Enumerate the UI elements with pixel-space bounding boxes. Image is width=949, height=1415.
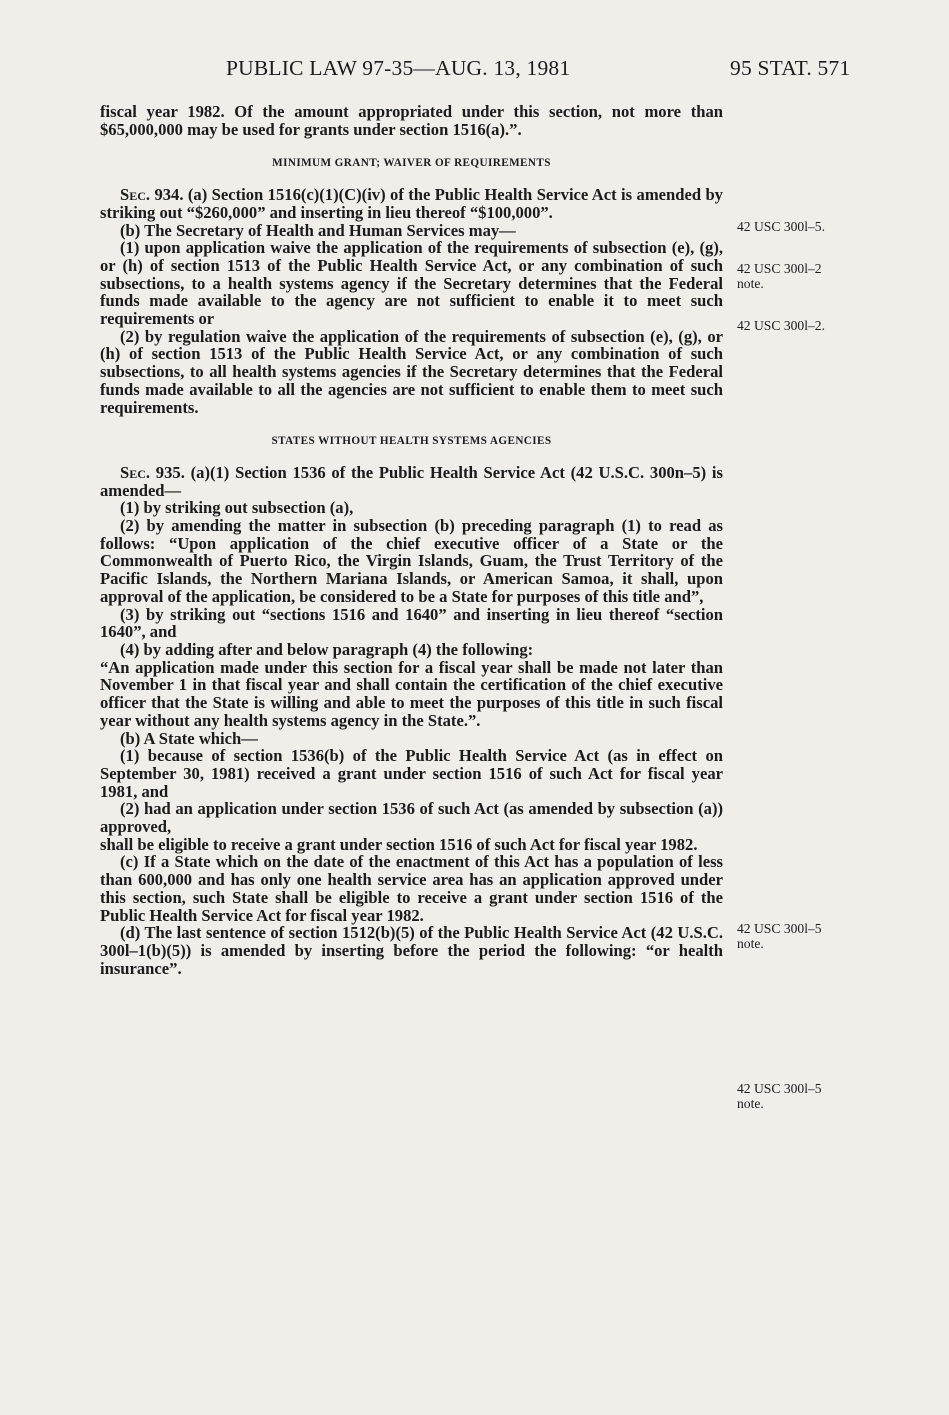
section-heading-934: MINIMUM GRANT; WAIVER OF REQUIREMENTS: [272, 157, 551, 170]
sec935-a1-3: (3) by striking out “sections 1516 and 1640” and inserting in lieu thereof “section 1640”, and: [100, 604, 723, 642]
sec935-a1-4-quote: “An application made under this section for a fiscal year shall be made not later than November 1 in that fiscal year and shall contain the certification of the chief executive officer that the State is willing and able to meet the purposes of this title in such fiscal year without any health systems agency in the State.”.: [100, 657, 723, 730]
margin-note-4-line2: note.: [737, 936, 764, 951]
margin-note-2: [737, 261, 887, 291]
sec935-b1: (1) because of section 1536(b) of the Public Health Service Act (as in effect on September 30, 1981) received a grant under section 1516 of such Act for fiscal year 1981, and: [100, 746, 723, 801]
sec935-a1-1: (1) by striking out subsection (a),: [120, 498, 354, 518]
section-heading-935: STATES WITHOUT HEALTH SYSTEMS AGENCIES: [271, 435, 552, 448]
margin-note-2-line2: note.: [737, 276, 764, 291]
sec934-b1: (1) upon application waive the application of the requirements of subsection (e), (g), or (h) of section 1513 of the Public Health Service Act, or any combination of such subsections, to a health systems agency if the Secretary determines that the Federal funds made available to the agency are not sufficient to enable it to meet such requirements or: [100, 238, 723, 329]
main-text: [100, 103, 723, 977]
sec934-a-text: (a) Section 1516(c)(1)(C)(iv) of the Public Health Service Act is amended by striking out “$260,000” and inserting in lieu thereof “$100,000”.: [100, 185, 723, 222]
sec935-c: (c) If a State which on the date of the enactment of this Act has a population of less than 600,000 and has only one health service area has an application approved under this section, such State shall be eligible to receive a grant under section 1516 of the Public Health Service Act for fiscal year 1982.: [100, 852, 723, 925]
sec935-b-tail: shall be eligible to receive a grant under section 1516 of such Act for fiscal year 1982.: [100, 834, 698, 854]
sec935-a1: [100, 464, 723, 499]
intro-paragraph: fiscal year 1982. Of the amount appropriated under this section, not more than $65,000,000 may be used for grants under section 1516(a).”.: [100, 102, 723, 139]
sec935-b2: (2) had an application under section 1536 of such Act (as amended by subsection (a)) approved,: [100, 799, 723, 837]
sec934-b: (b) The Secretary of Health and Human Services may—: [120, 220, 516, 240]
margin-note-4: [737, 921, 887, 951]
sec935-a1-4-lead: (4) by adding after and below paragraph (4) the following:: [120, 639, 534, 659]
page-header: [0, 56, 949, 86]
sec935-a1-text: (a)(1) Section 1536 of the Public Health Service Act (42 U.S.C. 300n–5) is amended—: [100, 462, 723, 500]
margin-note-5-line1: 42 USC 300l–5: [737, 1081, 822, 1096]
margin-note-2-line1: 42 USC 300l–2: [737, 261, 822, 276]
margin-note-5-line2: note.: [737, 1096, 764, 1111]
sec935-d: (d) The last sentence of section 1512(b)(5) of the Public Health Service Act (42 U.S.C. 300l–1(b)(5)) is amended by inserting before the period the following: “or health insurance”.: [100, 923, 723, 978]
sec934-label: Sec. 934.: [120, 185, 184, 205]
sec935-label: Sec. 935.: [120, 462, 185, 482]
sec934-a: [100, 186, 723, 221]
margin-note-3: 42 USC 300l–2.: [737, 318, 825, 333]
header-title: PUBLIC LAW 97-35—AUG. 13, 1981: [226, 56, 571, 80]
margin-note-4-line1: 42 USC 300l–5: [737, 921, 822, 936]
sec934-b2: (2) by regulation waive the application of the requirements of subsection (e), (g), or (h) of section 1513 of the Public Health Service Act, or any combination of such subsections, to all health systems agencies if the Secretary determines that the Federal funds made available to all the agencies are not sufficient to enable them to meet such requirements.: [100, 326, 723, 417]
sec935-a1-2: (2) by amending the matter in subsection (b) preceding paragraph (1) to read as follows: “Upon application of the chief executive officer of a State or the Commonwealth of Puerto Rico, the Virgin Islands, Guam, the Trust Territory of the Pacific Islands, the Northern Mariana Islands, or American Samoa, it shall, upon approval of the application, be considered to be a State for purposes of this title and”,: [100, 516, 723, 606]
margin-note-1: 42 USC 300l–5.: [737, 219, 825, 234]
margin-note-5: [737, 1081, 887, 1111]
sec935-b: (b) A State which—: [120, 728, 258, 748]
header-stat: 95 STAT. 571: [730, 56, 851, 80]
